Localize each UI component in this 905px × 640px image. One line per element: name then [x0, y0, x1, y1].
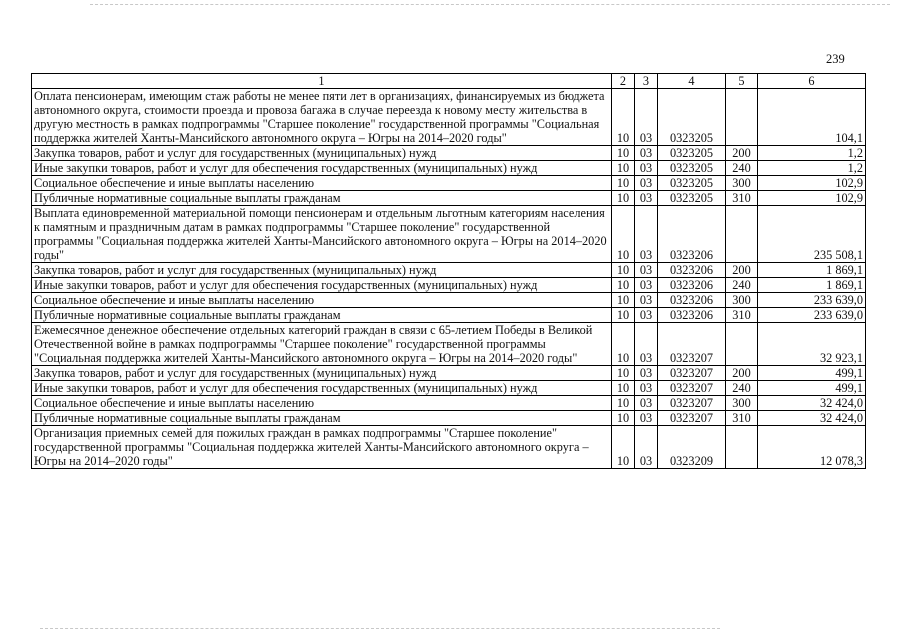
row-expense-type: 200 — [726, 366, 758, 381]
row-subsection-code: 03 — [635, 308, 658, 323]
table-row — [32, 293, 866, 308]
row-amount: 12 078,3 — [758, 426, 866, 469]
row-description: Ежемесячное денежное обеспечение отдельных категорий граждан в связи с 65-летием Победы в Великой Отечественной войне в рамках подпрограммы "Старшее поколение" государственной программы "Социальная поддержка жителей Ханты-Мансийского автономного округа – Югры на 2014–2020 годы" — [32, 323, 612, 366]
row-section-code: 10 — [612, 308, 635, 323]
row-section-code: 10 — [612, 426, 635, 469]
row-target-article: 0323207 — [658, 381, 726, 396]
row-description: Социальное обеспечение и иные выплаты населению — [32, 293, 612, 308]
row-description: Публичные нормативные социальные выплаты гражданам — [32, 411, 612, 426]
table-row — [32, 176, 866, 191]
row-amount: 32 424,0 — [758, 396, 866, 411]
table-row — [32, 191, 866, 206]
row-amount: 233 639,0 — [758, 293, 866, 308]
table-row — [32, 323, 866, 366]
row-expense-type: 200 — [726, 146, 758, 161]
row-target-article: 0323206 — [658, 206, 726, 263]
row-target-article: 0323206 — [658, 263, 726, 278]
row-expense-type: 300 — [726, 176, 758, 191]
table-row — [32, 411, 866, 426]
row-section-code: 10 — [612, 396, 635, 411]
row-expense-type: 310 — [726, 191, 758, 206]
table-row — [32, 366, 866, 381]
row-amount: 233 639,0 — [758, 308, 866, 323]
scan-artifact-top — [90, 4, 890, 5]
column-header: 1 — [32, 74, 612, 89]
row-amount: 499,1 — [758, 366, 866, 381]
row-description: Социальное обеспечение и иные выплаты населению — [32, 396, 612, 411]
row-subsection-code: 03 — [635, 89, 658, 146]
row-target-article: 0323209 — [658, 426, 726, 469]
row-section-code: 10 — [612, 323, 635, 366]
row-expense-type: 240 — [726, 278, 758, 293]
row-target-article: 0323205 — [658, 176, 726, 191]
row-amount: 1,2 — [758, 161, 866, 176]
table-row — [32, 308, 866, 323]
row-section-code: 10 — [612, 176, 635, 191]
row-amount: 102,9 — [758, 191, 866, 206]
row-target-article: 0323205 — [658, 89, 726, 146]
row-amount: 235 508,1 — [758, 206, 866, 263]
row-target-article: 0323205 — [658, 146, 726, 161]
row-description: Социальное обеспечение и иные выплаты населению — [32, 176, 612, 191]
table-row — [32, 426, 866, 469]
table-row — [32, 278, 866, 293]
row-subsection-code: 03 — [635, 381, 658, 396]
row-section-code: 10 — [612, 411, 635, 426]
table-row — [32, 146, 866, 161]
row-expense-type — [726, 323, 758, 366]
row-section-code: 10 — [612, 293, 635, 308]
row-expense-type: 300 — [726, 293, 758, 308]
column-header: 6 — [758, 74, 866, 89]
row-subsection-code: 03 — [635, 426, 658, 469]
row-section-code: 10 — [612, 381, 635, 396]
table-row — [32, 396, 866, 411]
row-amount: 499,1 — [758, 381, 866, 396]
row-amount: 32 923,1 — [758, 323, 866, 366]
row-description: Публичные нормативные социальные выплаты гражданам — [32, 308, 612, 323]
row-target-article: 0323205 — [658, 161, 726, 176]
row-target-article: 0323207 — [658, 366, 726, 381]
row-amount: 104,1 — [758, 89, 866, 146]
row-description: Иные закупки товаров, работ и услуг для обеспечения государственных (муниципальных) нужд — [32, 161, 612, 176]
row-section-code: 10 — [612, 278, 635, 293]
row-expense-type: 240 — [726, 381, 758, 396]
row-expense-type — [726, 89, 758, 146]
row-section-code: 10 — [612, 263, 635, 278]
row-amount: 32 424,0 — [758, 411, 866, 426]
row-target-article: 0323207 — [658, 323, 726, 366]
row-description: Выплата единовременной материальной помощи пенсионерам и отдельным льготным категориям населения к памятным и праздничным датам в рамках подпрограммы "Старшее поколение" государственной программы "Социальная поддержка жителей Ханты-Мансийского автономного округа – Югры на 2014–2020 годы" — [32, 206, 612, 263]
column-header: 5 — [726, 74, 758, 89]
row-section-code: 10 — [612, 146, 635, 161]
row-section-code: 10 — [612, 161, 635, 176]
row-description: Публичные нормативные социальные выплаты гражданам — [32, 191, 612, 206]
row-target-article: 0323206 — [658, 308, 726, 323]
row-subsection-code: 03 — [635, 396, 658, 411]
table-body — [32, 89, 866, 469]
row-subsection-code: 03 — [635, 411, 658, 426]
row-section-code: 10 — [612, 89, 635, 146]
row-expense-type — [726, 206, 758, 263]
table-row — [32, 161, 866, 176]
row-expense-type: 200 — [726, 263, 758, 278]
row-subsection-code: 03 — [635, 176, 658, 191]
row-section-code: 10 — [612, 206, 635, 263]
table-row — [32, 89, 866, 146]
row-description: Иные закупки товаров, работ и услуг для обеспечения государственных (муниципальных) нужд — [32, 278, 612, 293]
row-description: Оплата пенсионерам, имеющим стаж работы не менее пяти лет в организациях, финансируемых из бюджета автономного округа, стоимости проезда и провоза багажа в случае переезда к новому месту жительства в другую местность в рамках подпрограммы "Старшее поколение" государственной программы "Социальная поддержка жителей Ханты-Мансийского автономного округа – Югры на 2014–2020 годы" — [32, 89, 612, 146]
row-target-article: 0323207 — [658, 396, 726, 411]
budget-table — [31, 73, 866, 469]
table-row — [32, 206, 866, 263]
table-row — [32, 381, 866, 396]
row-expense-type — [726, 426, 758, 469]
row-description: Иные закупки товаров, работ и услуг для обеспечения государственных (муниципальных) нужд — [32, 381, 612, 396]
row-expense-type: 300 — [726, 396, 758, 411]
row-section-code: 10 — [612, 191, 635, 206]
row-subsection-code: 03 — [635, 206, 658, 263]
row-subsection-code: 03 — [635, 263, 658, 278]
row-subsection-code: 03 — [635, 323, 658, 366]
row-section-code: 10 — [612, 366, 635, 381]
row-subsection-code: 03 — [635, 293, 658, 308]
row-amount: 1 869,1 — [758, 263, 866, 278]
row-subsection-code: 03 — [635, 146, 658, 161]
row-target-article: 0323207 — [658, 411, 726, 426]
row-target-article: 0323205 — [658, 191, 726, 206]
table-header-row — [32, 74, 866, 89]
table-row — [32, 263, 866, 278]
row-subsection-code: 03 — [635, 161, 658, 176]
row-subsection-code: 03 — [635, 278, 658, 293]
row-subsection-code: 03 — [635, 191, 658, 206]
row-description: Закупка товаров, работ и услуг для государственных (муниципальных) нужд — [32, 146, 612, 161]
row-expense-type: 240 — [726, 161, 758, 176]
row-expense-type: 310 — [726, 411, 758, 426]
row-amount: 102,9 — [758, 176, 866, 191]
row-target-article: 0323206 — [658, 278, 726, 293]
column-header: 2 — [612, 74, 635, 89]
row-expense-type: 310 — [726, 308, 758, 323]
page-number: 239 — [826, 52, 845, 66]
row-target-article: 0323206 — [658, 293, 726, 308]
row-description: Закупка товаров, работ и услуг для государственных (муниципальных) нужд — [32, 263, 612, 278]
row-subsection-code: 03 — [635, 366, 658, 381]
row-description: Закупка товаров, работ и услуг для государственных (муниципальных) нужд — [32, 366, 612, 381]
column-header: 3 — [635, 74, 658, 89]
column-header: 4 — [658, 74, 726, 89]
scan-artifact-bottom — [40, 628, 720, 629]
row-amount: 1 869,1 — [758, 278, 866, 293]
row-amount: 1,2 — [758, 146, 866, 161]
row-description: Организация приемных семей для пожилых граждан в рамках подпрограммы "Старшее поколение" государственной программы "Социальная поддержка жителей Ханты-Мансийского автономного округа – Югры на 2014–2020 годы" — [32, 426, 612, 469]
